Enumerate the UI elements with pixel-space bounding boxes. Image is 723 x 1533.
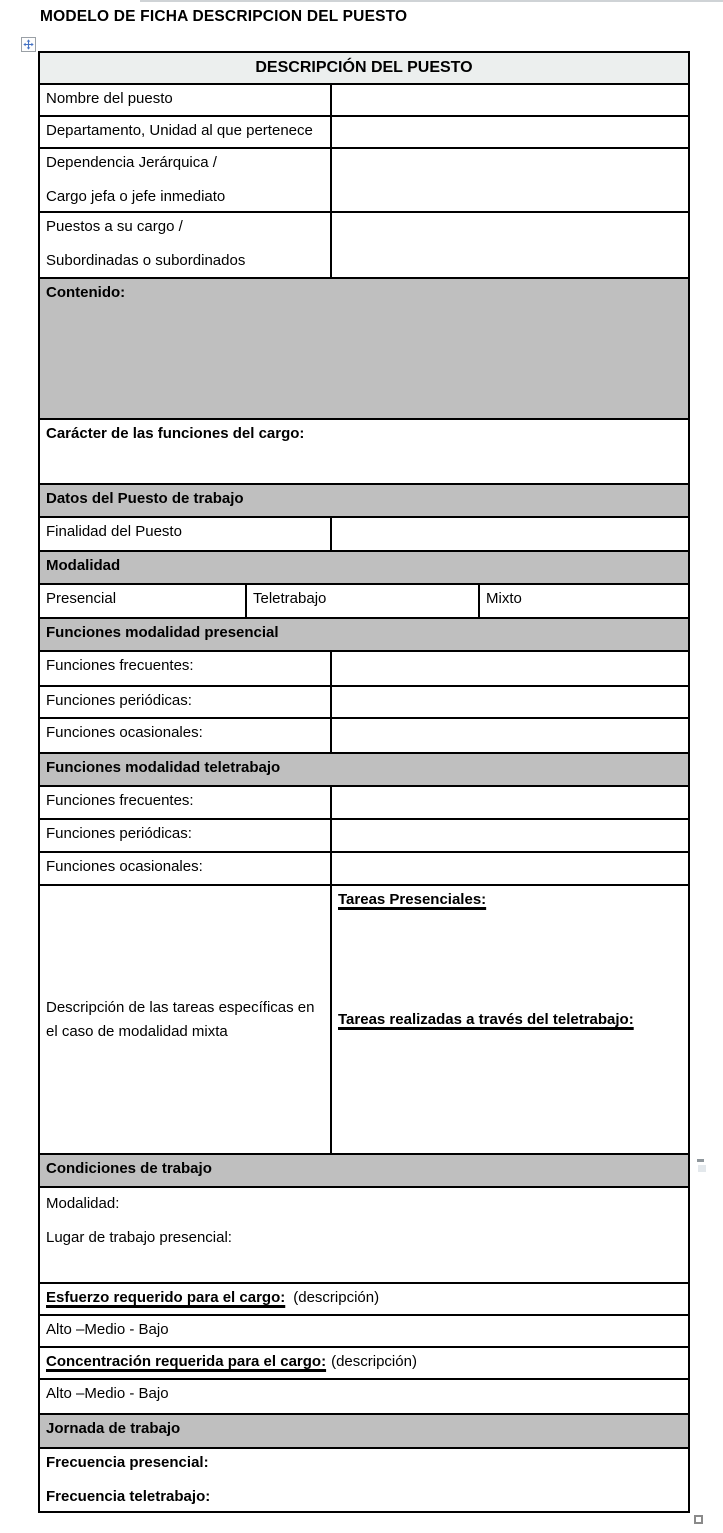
row-teletrabajo-periodicas [40,818,688,851]
funciones-teletrabajo-label: Funciones modalidad teletrabajo [46,759,281,776]
departamento-value-cell[interactable] [330,117,688,147]
section-condiciones [40,1153,688,1186]
nombre-value-cell[interactable] [330,85,688,115]
table-row-nombre [40,83,688,115]
teletrabajo-frecuentes-value-cell[interactable] [330,787,688,818]
table-header-row [40,53,688,83]
teletrabajo-periodicas-value-cell[interactable] [330,820,688,851]
row-presencial-periodicas [40,685,688,717]
section-contenido [40,277,688,418]
table-header-title: DESCRIPCIÓN DEL PUESTO [255,59,473,76]
dependencia-label: Dependencia Jerárquica / Cargo jefa o jefe inmediato [46,154,226,205]
concentracion-scale[interactable]: Alto –Medio - Bajo [46,1385,169,1402]
row-teletrabajo-frecuentes [40,785,688,818]
presencial-periodicas-value-cell[interactable] [330,687,688,717]
row-modalidad-options [40,583,688,617]
modalidad-option-presencial[interactable]: Presencial [46,590,117,607]
table-move-handle[interactable] [21,37,36,52]
section-datos-puesto [40,483,688,516]
condiciones-modalidad-cell[interactable] [40,1188,688,1282]
esfuerzo-label: Esfuerzo requerido para el cargo: [46,1289,286,1306]
table-row-departamento [40,115,688,147]
section-funciones-presencial [40,617,688,650]
tareas-teletrabajo-heading: Tareas realizadas a través del teletrabajo: [338,1011,634,1028]
frecuencias-cell[interactable] [40,1449,688,1511]
departamento-label: Departamento, Unidad al que pertenece [46,122,313,139]
condiciones-modalidad-label: Modalidad: [46,1195,120,1212]
row-concentracion-scale [40,1378,688,1413]
jornada-label: Jornada de trabajo [46,1420,181,1437]
esfuerzo-cell [40,1284,688,1314]
presencial-ocasionales-value-cell[interactable] [330,719,688,752]
table-row-finalidad [40,516,688,550]
presencial-periodicas-label: Funciones periódicas: [46,692,192,709]
modalidad-option-mixto[interactable]: Mixto [478,585,688,617]
row-presencial-ocasionales [40,717,688,752]
row-caracter [40,418,688,483]
concentracion-label: Concentración requerida para el cargo: [46,1353,327,1370]
caracter-label: Carácter de las funciones del cargo: [46,425,305,442]
presencial-frecuentes-value-cell[interactable] [330,652,688,685]
puestos-label: Puestos a su cargo / Subordinadas o subordinados [46,218,246,269]
job-description-table [38,51,690,1513]
presencial-frecuentes-label: Funciones frecuentes: [46,657,194,674]
row-esfuerzo [40,1282,688,1314]
document-title: MODELO DE FICHA DESCRIPCION DEL PUESTO [40,8,408,25]
modalidad-section-label: Modalidad [46,557,121,574]
lugar-trabajo-label: Lugar de trabajo presencial: [46,1229,232,1246]
datos-puesto-label: Datos del Puesto de trabajo [46,490,244,507]
esfuerzo-hint: (descripción) [293,1289,380,1306]
concentracion-cell [40,1348,688,1378]
row-teletrabajo-ocasionales [40,851,688,884]
row-esfuerzo-scale [40,1314,688,1346]
row-concentracion [40,1346,688,1378]
presencial-ocasionales-label: Funciones ocasionales: [46,724,203,741]
teletrabajo-frecuentes-label: Funciones frecuentes: [46,792,194,809]
esfuerzo-scale[interactable]: Alto –Medio - Bajo [46,1321,169,1338]
caracter-cell[interactable] [40,420,688,483]
paragraph-mark [697,1159,704,1162]
puestos-value-cell[interactable] [330,213,688,277]
concentracion-hint: (descripción) [331,1353,417,1370]
nombre-label: Nombre del puesto [46,90,173,107]
move-arrows-icon [23,39,34,50]
table-row-puestos [40,211,688,277]
contenido-label: Contenido: [46,284,126,301]
condiciones-label: Condiciones de trabajo [46,1160,212,1177]
anchor-mark [698,1165,706,1172]
window-edge-artifact [140,0,723,2]
section-modalidad [40,550,688,583]
row-frecuencias [40,1447,688,1511]
table-resize-handle[interactable] [694,1515,703,1524]
dependencia-value-cell[interactable] [330,149,688,211]
tareas-mixtas-value-cell[interactable] [330,886,688,1153]
tareas-presenciales-heading: Tareas Presenciales: [338,891,487,908]
row-presencial-frecuentes [40,650,688,685]
finalidad-label: Finalidad del Puesto [46,523,182,540]
section-jornada [40,1413,688,1447]
modalidad-option-teletrabajo[interactable]: Teletrabajo [245,585,478,617]
teletrabajo-ocasionales-value-cell[interactable] [330,853,688,884]
finalidad-value-cell[interactable] [330,518,688,550]
descripcion-mixta-label: Descripción de las tareas específicas en el caso de modalidad mixta [46,998,315,1040]
frecuencia-presencial-label: Frecuencia presencial: [46,1454,209,1471]
teletrabajo-periodicas-label: Funciones periódicas: [46,825,192,842]
row-tareas-mixtas [40,884,688,1153]
table-row-dependencia [40,147,688,211]
section-funciones-teletrabajo [40,752,688,785]
teletrabajo-ocasionales-label: Funciones ocasionales: [46,858,203,875]
row-condiciones-modalidad [40,1186,688,1282]
contenido-cell[interactable] [40,279,688,418]
frecuencia-teletrabajo-label: Frecuencia teletrabajo: [46,1488,211,1505]
funciones-presencial-label: Funciones modalidad presencial [46,624,279,641]
